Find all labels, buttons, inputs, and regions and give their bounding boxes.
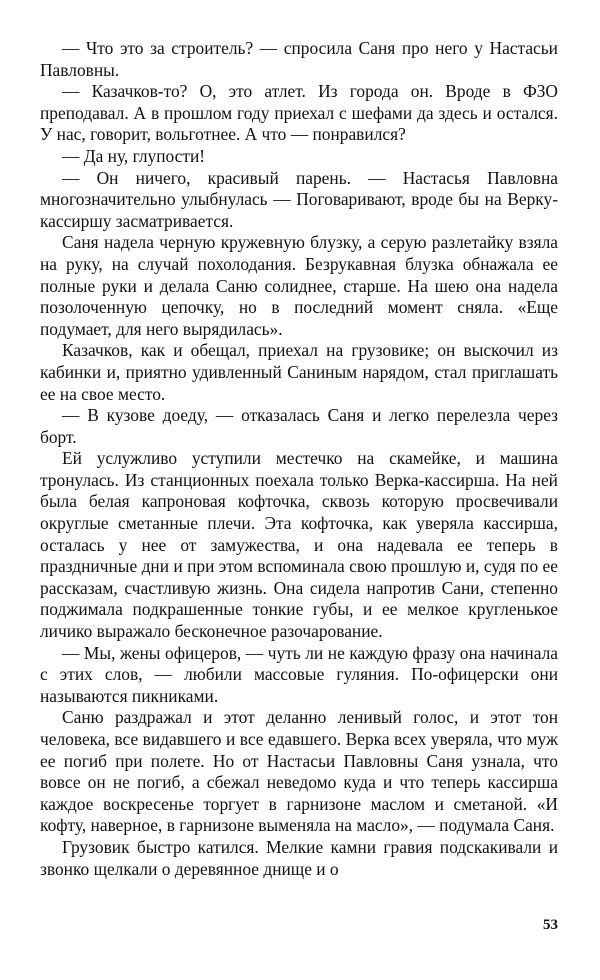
paragraph: — Мы, жены офицеров, — чуть ли не каждую фразу она начинала с этих слов, — любили массовые гуляния. По-офицерски они называются пикниками. (40, 642, 558, 706)
paragraph: — В кузове доеду, — отказалась Саня и легко перелезла через борт. (40, 405, 558, 447)
paragraph: — Он ничего, красивый парень. — Настасья Павловна многозначительно улыбнулась — Поговаривают, вроде бы на Верку-кассиршу засматривается. (40, 167, 558, 231)
paragraph: Казачков, как и обещал, приехал на грузовике; он выскочил из кабинки и, приятно удивленный Саниным нарядом, стал приглашать ее на свое место. (40, 340, 558, 404)
page-body (40, 38, 558, 880)
paragraph: — Казачков-то? О, это атлет. Из города он. Вроде в ФЗО преподавал. А в прошлом году приехал с шефами да здесь и остался. У нас, говорит, вольготнее. А что — понравился? (40, 81, 558, 145)
page-number: 53 (543, 917, 558, 933)
paragraph: — Что это за строитель? — спросила Саня про него у Настасьи Павловны. (40, 38, 558, 80)
paragraph: Грузовик быстро катился. Мелкие камни гравия подскакивали и звонко щелкали о деревянное днище и о (40, 836, 558, 879)
paragraph: — Да ну, глупости! (62, 145, 206, 166)
paragraph: Ей услужливо уступили местечко на скамейке, и машина тронулась. Из станционных поехала только Верка-кассирша. На ней была белая капроновая кофточка, сквозь которую просвечивали округлые сметанные плечи. Эта кофточка, как уверяла кассирша, осталась у нее от замужества, и она надевала ее теперь в праздничные дни и при этом вспоминала свою прошлую и, судя по ее рассказам, счастливую жизнь. Она сидела напротив Сани, степенно поджимала подкрашенные тонкие губы, и ее мелкое кругленькое личико выражало бесконечное разочарование. (40, 448, 558, 642)
paragraph: Саня надела черную кружевную блузку, а серую разлетайку взяла на руку, на случай похолодания. Безрукавная блузка обнажала ее полные руки и делала Саню солиднее, старше. На шею она надела позолоченную цепочку, но в последний момент сняла. «Еще подумает, для него вырядилась». (40, 232, 558, 339)
paragraph: Саню раздражал и этот деланно ленивый голос, и этот тон человека, все видавшего и все едавшего. Верка всех уверяла, что муж ее погиб при полете. Но от Настасьи Павловны Саня узнала, что вовсе он не погиб, а сбежал неведомо куда и что теперь кассирша каждое воскресенье торгует в гарнизоне маслом и сметаной. «И кофту, наверное, в гарнизоне выменяла на масло», — подумала Саня. (40, 707, 558, 836)
